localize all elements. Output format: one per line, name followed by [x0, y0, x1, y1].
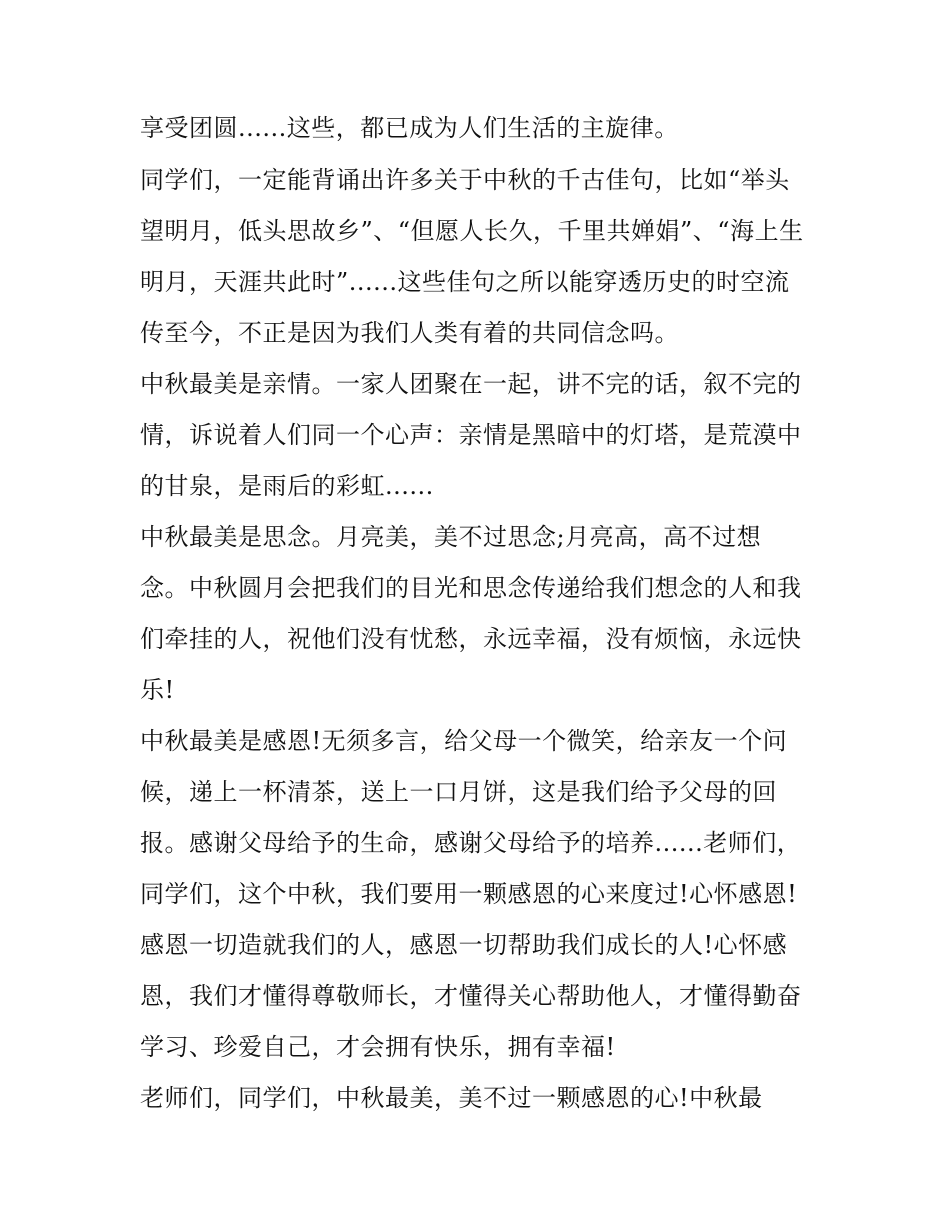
text-line-19: 学习、珍爱自己，才会拥有快乐，拥有幸福!	[140, 1033, 616, 1061]
text-line-4: 明月，天涯共此时”......这些佳句之所以能穿透历史的时空流	[140, 268, 790, 296]
text-line-5: 传至今，不正是因为我们人类有着的共同信念吗。	[140, 319, 679, 347]
text-line-6: 中秋最美是亲情。一家人团聚在一起，讲不完的话，叙不完的	[140, 370, 802, 398]
text-line-9: 中秋最美是思念。月亮美，美不过思念;月亮高，高不过想	[140, 523, 762, 551]
text-line-11: 们牵挂的人，祝他们没有忧愁，永远幸福，没有烦恼，永远快	[140, 625, 802, 653]
text-line-8: 的甘泉，是雨后的彩虹......	[140, 472, 434, 500]
text-line-7: 情，诉说着人们同一个心声：亲情是黑暗中的灯塔，是荒漠中	[140, 421, 802, 449]
text-line-15: 报。感谢父母给予的生命，感谢父母给予的培养......老师们，	[140, 829, 802, 857]
text-line-12: 乐!	[140, 676, 175, 704]
text-line-10: 念。中秋圆月会把我们的目光和思念传递给我们想念的人和我	[140, 574, 802, 602]
text-line-17: 感恩一切造就我们的人，感恩一切帮助我们成长的人!心怀感	[140, 931, 788, 959]
text-line-13: 中秋最美是感恩!无须多言，给父母一个微笑，给亲友一个问	[140, 727, 788, 755]
text-line-20: 老师们，同学们，中秋最美，美不过一颗感恩的心!中秋最	[140, 1084, 763, 1112]
text-line-14: 候，递上一杯清茶，送上一口月饼，这是我们给予父母的回	[140, 778, 777, 806]
text-line-1: 享受团圆......这些，都已成为人们生活的主旋律。	[140, 114, 679, 142]
text-line-3: 望明月，低头思故乡”、“但愿人长久，千里共婵娟”、“海上生	[140, 217, 804, 245]
text-line-2: 同学们，一定能背诵出许多关于中秋的千古佳句，比如“举头	[140, 166, 790, 194]
text-line-18: 恩，我们才懂得尊敬师长，才懂得关心帮助他人，才懂得勤奋	[140, 982, 802, 1010]
text-line-16: 同学们，这个中秋，我们要用一颗感恩的心来度过!心怀感恩!	[140, 880, 798, 908]
